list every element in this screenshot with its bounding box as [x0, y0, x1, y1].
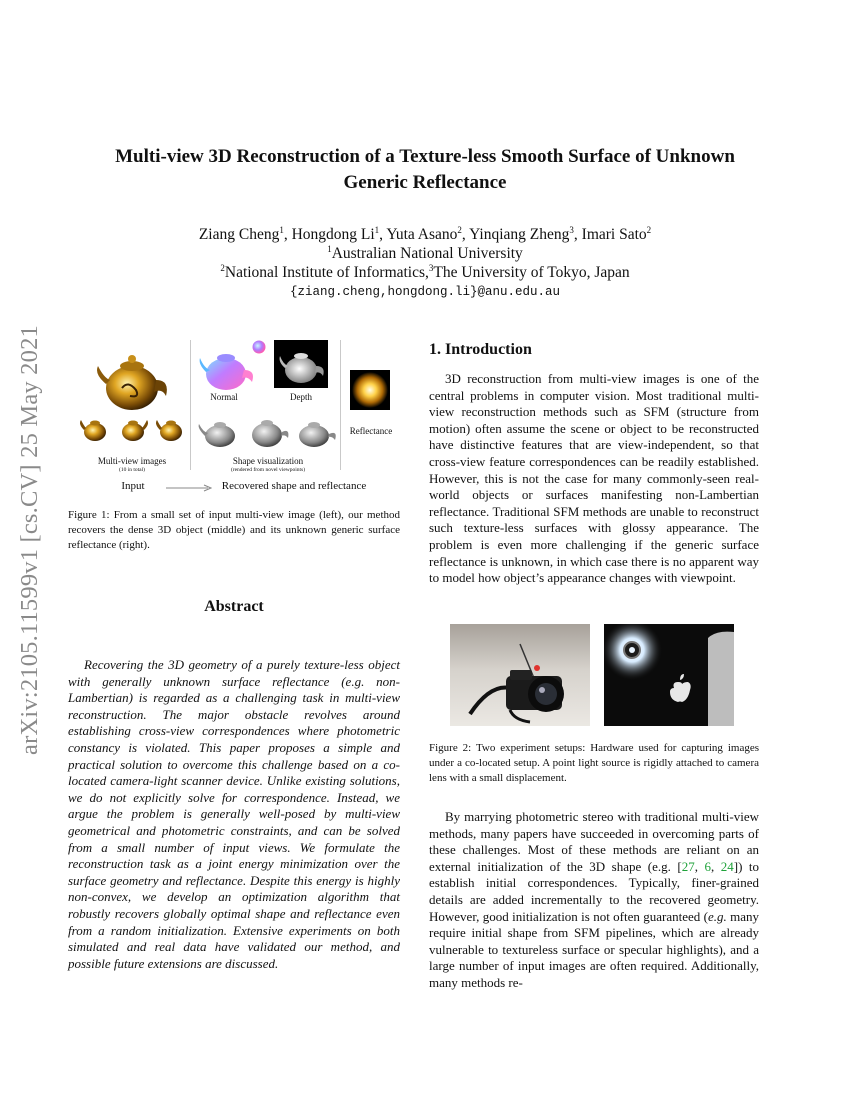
figure-1 — [68, 336, 400, 500]
introduction-para-2 — [429, 809, 759, 992]
figure-2-camera-photo — [450, 624, 590, 726]
author-name: Ziang Cheng — [198, 226, 280, 243]
affiliation-mark: 3 — [569, 224, 574, 235]
affiliation-mark: 2 — [220, 262, 225, 273]
citation-link[interactable]: 6 — [704, 858, 711, 874]
label-depth: Depth — [290, 392, 312, 402]
intro-text-segment: many require initial shape from SFM pipelines, which are already vulnerable to textureless surface or specular highlights), and a large number of input images are often required. Additionally, many methods re- — [429, 908, 759, 990]
input-teapot-small-image — [78, 414, 112, 444]
author-name: Yinqiang Zheng — [469, 226, 570, 243]
affiliation-line-2 — [60, 263, 790, 282]
figure-divider — [190, 340, 191, 470]
affiliation-mark: 2 — [646, 224, 652, 235]
author-list: Ziang Cheng$^1$, Hongdong Li$^1$, Yuta Asano$^2$, Yinqiang Zheng$^3$, Imari Sato$^2$ — [198, 224, 652, 243]
introduction-heading: 1. Introduction — [429, 341, 532, 358]
label-multiview: Multi-view images — [97, 456, 167, 466]
figure-2-phone-photo — [604, 624, 734, 726]
shape-render-image — [244, 412, 290, 450]
normal-map-image — [196, 342, 258, 392]
depth-map-image — [274, 340, 328, 388]
label-multiview-sub: (10 in total) — [119, 467, 145, 473]
arxiv-text: arXiv:2105.11599v1 [cs.CV] 25 May 2021 — [16, 325, 43, 755]
affiliation-line-1 — [60, 244, 790, 263]
author-name: Hongdong Li — [291, 226, 375, 243]
figure-divider — [340, 340, 341, 470]
affiliation-name: The University of Tokyo, Japan — [433, 264, 630, 281]
arxiv-identifier — [5, 280, 55, 800]
citation-link[interactable]: 27 — [681, 858, 695, 874]
affiliation-name: Australian National University — [331, 245, 523, 262]
abstract-body — [68, 657, 400, 972]
shape-render-image — [196, 414, 242, 450]
author-email: {ziang.cheng,hongdong.li}@anu.edu.au — [289, 285, 561, 299]
intro-text-2 — [429, 809, 759, 992]
input-teapot-small-image — [116, 414, 150, 444]
normal-sphere-icon — [252, 340, 266, 354]
affiliation-mark: 1 — [374, 224, 380, 235]
label-input: Input — [121, 480, 145, 492]
label-shape-sub: (rendered from novel viewpoints) — [230, 467, 306, 473]
affiliation-name: National Institute of Informatics, — [224, 264, 429, 281]
author-name: Yuta Asano — [386, 226, 458, 243]
figure-2-caption: Figure 2: Two experiment setups: Hardware used for capturing images under a co-located setup. A point light source is rigidly attached to camera lens with a small displacement. — [429, 742, 759, 785]
affiliation-mark: 2 — [457, 224, 462, 235]
label-normal: Normal — [210, 392, 238, 402]
abstract-heading: Abstract — [204, 598, 264, 615]
shape-render-image — [292, 414, 338, 450]
intro-text-segment: ]) to establish initial correspondences. Typically, finer-grained details are added incrementally to the recovered geometry. However, good initialization is not often guaranteed ( — [429, 858, 760, 924]
arrow-right-icon — [166, 484, 212, 492]
phone-light-image — [604, 624, 734, 726]
figure-1-caption: Figure 1: From a small set of input multi-view image (left), our method recovers the dense 3D object (middle) and its unknown generic surface reflectance (right). — [68, 509, 400, 552]
intro-text-segment: By marrying photometric stereo with traditional multi-view methods, many papers have succeeded in overcoming parts of these challenges. Most of these methods are reliant on an external initialization of the 3D shape (e.g. [ — [429, 809, 759, 874]
title-line-1: Multi-view 3D Reconstruction of a Texture-less Smooth Surface of Unknown — [115, 146, 735, 167]
citation-link[interactable]: 24 — [720, 858, 734, 874]
input-teapot-small-image — [154, 414, 188, 444]
label-recovered: Recovered shape and reflectance — [221, 480, 367, 492]
input-teapot-large-image — [92, 344, 172, 414]
author-block — [60, 225, 790, 302]
author-name: Imari Sato — [581, 226, 647, 243]
title-line-2: Generic Reflectance — [343, 172, 507, 193]
label-shape: Shape visualization — [232, 456, 304, 466]
abstract-text: Recovering the 3D geometry of a purely texture-less object with generally unknown surface reflectance (e.g. non-Lambertian) is regarded as a challenging task in multi-view reconstruction. The major obstacle revolves around establishing cross-view correspondences where photometric constancy is violated. This paper proposes a simple and practical solution to overcome this challenge based on a co-located camera-light scanner device. Unlike existing solutions, we do not explicitly solve for correspondence. Instead, we argue the problem is generally well-posed by multi-view geometrical and photometric constraints, and can be solved from a small number of input views. We formulate the reconstruction task as a joint energy minimization over the surface geometry and reflectance. Despite this energy is highly non-convex, we develop an optimization algorithm that robustly recovers globally optimal shape and reflectance even from a random initialization. Extensive experiments on both simulated and real data have validated our method, and possible future extensions are discussed. — [68, 657, 400, 971]
affiliation-mark: 1 — [327, 243, 332, 254]
intro-text-1: 3D reconstruction from multi-view images is one of the central problems in computer vision. Most traditional multi-view reconstruction methods such as SFM (structure from motion) often assume the scene or object to be reconstructed have distinctive features that are view-independent, so that cross-view feature correspondences can be readily established. However, this is not the case for many commonly-seen real-world objects or surfaces manifesting non-Lambertian reflectance. Traditional SFM methods are unable to reconstruct such texture-less surfaces with glossy appearance. The problem is even more challenging if the generic surface reflectance is unknown, in which case there is no apparent way to model how object’s appearance changes with viewpoint. — [429, 371, 759, 586]
reflectance-sphere-image — [350, 370, 390, 410]
introduction-para-1 — [429, 371, 759, 587]
camera-setup-image — [450, 624, 590, 726]
affiliation-mark: 1 — [279, 224, 284, 235]
intro-text-segment: , — [710, 858, 721, 874]
intro-text-segment: e.g. — [707, 908, 727, 924]
intro-text-segment: , — [694, 858, 705, 874]
affiliation-mark: 3 — [428, 262, 434, 273]
label-reflectance: Reflectance — [349, 426, 393, 436]
paper-title — [60, 144, 790, 196]
